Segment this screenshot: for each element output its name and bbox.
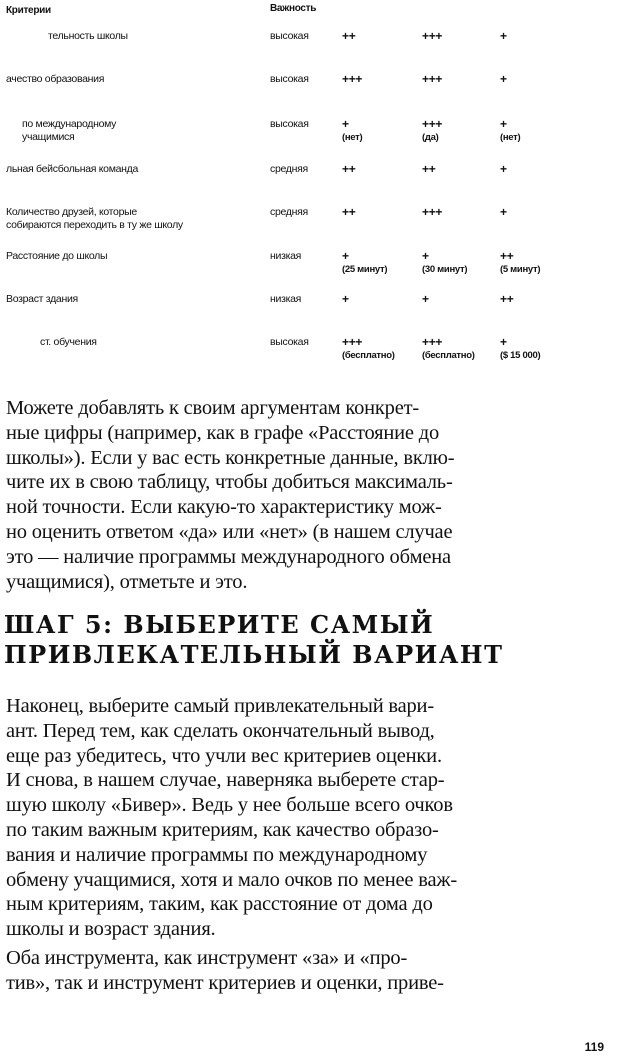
criterion-line: учащимися (22, 131, 75, 143)
score-value: + (500, 162, 507, 176)
score-value: + (500, 335, 507, 349)
table-cell-criterion (6, 250, 107, 263)
paragraph-line: шую школу «Бивер». Ведь у нее больше всего очков (6, 794, 453, 817)
table-cell-score (422, 73, 442, 86)
score-value: +++ (342, 72, 363, 86)
table-cell-score (342, 336, 395, 362)
score-value: + (500, 29, 507, 43)
table-cell-score (422, 250, 467, 276)
criterion-line: тельность школы (48, 30, 128, 42)
table-cell-criterion (6, 163, 138, 176)
criterion-line: Расстояние до школы (6, 250, 108, 262)
score-value: +++ (422, 117, 443, 131)
table-cell-score (422, 163, 435, 176)
score-note: (бесплатно) (422, 350, 475, 361)
score-note: (нет) (342, 132, 363, 143)
score-value: + (422, 292, 429, 306)
score-value: ++ (342, 205, 356, 219)
score-value: ++ (342, 29, 356, 43)
table-cell-score (500, 163, 507, 176)
score-value: ++ (342, 162, 356, 176)
table-cell-score (422, 336, 475, 362)
table-cell-score (500, 73, 507, 86)
table-cell-criterion (6, 206, 183, 232)
table-header-criteria: Критерии (6, 5, 51, 16)
score-value: + (422, 249, 429, 263)
table-cell-importance: низкая (270, 293, 302, 305)
paragraph-line: ные цифры (например, как в графе «Расстояние до (6, 421, 440, 444)
table-cell-criterion (22, 118, 116, 144)
paragraph-line: ной точности. Если какую-то характеристику мож- (6, 496, 442, 519)
table-cell-score (500, 293, 513, 306)
score-value: + (500, 205, 507, 219)
score-value: + (342, 249, 349, 263)
table-cell-importance: средняя (270, 206, 308, 218)
table-cell-score (342, 206, 355, 219)
table-cell-importance: низкая (270, 250, 302, 262)
score-note: (да) (422, 132, 439, 143)
table-cell-score (342, 163, 355, 176)
table-cell-criterion (6, 293, 78, 306)
score-value: +++ (422, 335, 443, 349)
score-value: + (500, 117, 507, 131)
score-value: ++ (500, 249, 514, 263)
table-cell-importance: высокая (270, 30, 309, 42)
table-cell-score (342, 118, 362, 144)
paragraph-line: школы»). Если у вас есть конкретные данные, вклю- (6, 446, 455, 469)
table-cell-score (342, 293, 349, 306)
table-cell-criterion (40, 336, 97, 349)
table-cell-score (422, 118, 442, 144)
paragraph-both-tools (6, 946, 592, 996)
paragraph-line: Оба инструмента, как инструмент «за» и «про- (6, 947, 408, 969)
paragraph-line: школы и возраст здания. (6, 918, 216, 941)
criterion-line: ачество образования (6, 73, 105, 85)
table-cell-score (500, 336, 540, 362)
paragraph-line: еще раз убедитесь, что учли вес критериев оценки. (6, 744, 442, 767)
paragraph-line: обмену учащимися, хотя и мало очков по менее важ- (6, 868, 457, 891)
score-value: + (342, 117, 349, 131)
table-cell-criterion (48, 30, 128, 43)
paragraph-line: чите их в свою таблицу, чтобы добиться максималь- (6, 471, 453, 494)
score-value: +++ (422, 72, 443, 86)
table-cell-score (422, 206, 442, 219)
paragraph-choose-option (6, 694, 592, 942)
heading-line: ПРИВЛЕКАТЕЛЬНЫЙ ВАРИАНТ (4, 640, 504, 669)
paragraph-line: Наконец, выберите самый привлекательный вари- (6, 695, 434, 717)
heading-line: ШАГ 5: ВЫБЕРИТЕ САМЫЙ (4, 610, 435, 639)
score-value: + (342, 292, 349, 306)
table-cell-importance: высокая (270, 73, 309, 85)
table-header-importance: Важность (270, 3, 317, 14)
criterion-line: льная бейсбольная команда (6, 163, 139, 175)
paragraph-line: вания и наличие программы по международному (6, 843, 428, 866)
table-cell-score (422, 293, 429, 306)
paragraph-line: учащимися), отметьте и это. (6, 570, 248, 593)
table-cell-score (500, 30, 507, 43)
paragraph-line: Можете добавлять к своим аргументам конкрет- (6, 397, 420, 419)
paragraph-line: по таким важным критериям, как качество образо- (6, 818, 439, 841)
criterion-line: Количество друзей, которые (6, 206, 137, 218)
paragraph-line: но оценить ответом «да» или «нет» (в нашем случае (6, 520, 453, 543)
score-value: +++ (422, 205, 443, 219)
score-value: ++ (422, 162, 436, 176)
table-cell-score (500, 206, 507, 219)
paragraph-line: это — наличие программы международного обмена (6, 545, 451, 568)
score-note: (бесплатно) (342, 350, 395, 361)
paragraph-line: ным критериям, таким, как расстояние от дома до (6, 893, 433, 916)
criterion-line: ст. обучения (40, 336, 97, 348)
table-cell-criterion (6, 73, 104, 86)
table-cell-importance: средняя (270, 163, 308, 175)
page-number: 119 (584, 1040, 604, 1054)
paragraph-line: ант. Перед тем, как сделать окончательный вывод, (6, 719, 435, 742)
score-value: ++ (500, 292, 514, 306)
paragraph-line: тив», так и инструмент критериев и оценки, приве- (6, 971, 444, 994)
section-heading-step-5 (4, 610, 594, 670)
table-cell-importance: высокая (270, 118, 309, 130)
criterion-line: собираются переходить в ту же школу (6, 219, 183, 231)
table-cell-score (500, 250, 540, 276)
score-note: (25 минут) (342, 264, 388, 275)
score-value: + (500, 72, 507, 86)
table-cell-score (422, 30, 442, 43)
table-cell-score (342, 250, 387, 276)
score-value: +++ (342, 335, 363, 349)
score-note: (5 минут) (500, 264, 541, 275)
score-value: +++ (422, 29, 443, 43)
score-note: (30 минут) (422, 264, 468, 275)
criterion-line: по международному (22, 118, 117, 130)
paragraph-concrete-numbers (6, 396, 592, 594)
table-cell-score (500, 118, 520, 144)
score-note: ($ 15 000) (500, 350, 541, 361)
score-note: (нет) (500, 132, 521, 143)
table-cell-score (342, 30, 355, 43)
criterion-line: Возраст здания (6, 293, 78, 305)
table-cell-score (342, 73, 362, 86)
paragraph-line: И снова, в нашем случае, наверняка выберете стар- (6, 769, 445, 792)
table-cell-importance: высокая (270, 336, 309, 348)
